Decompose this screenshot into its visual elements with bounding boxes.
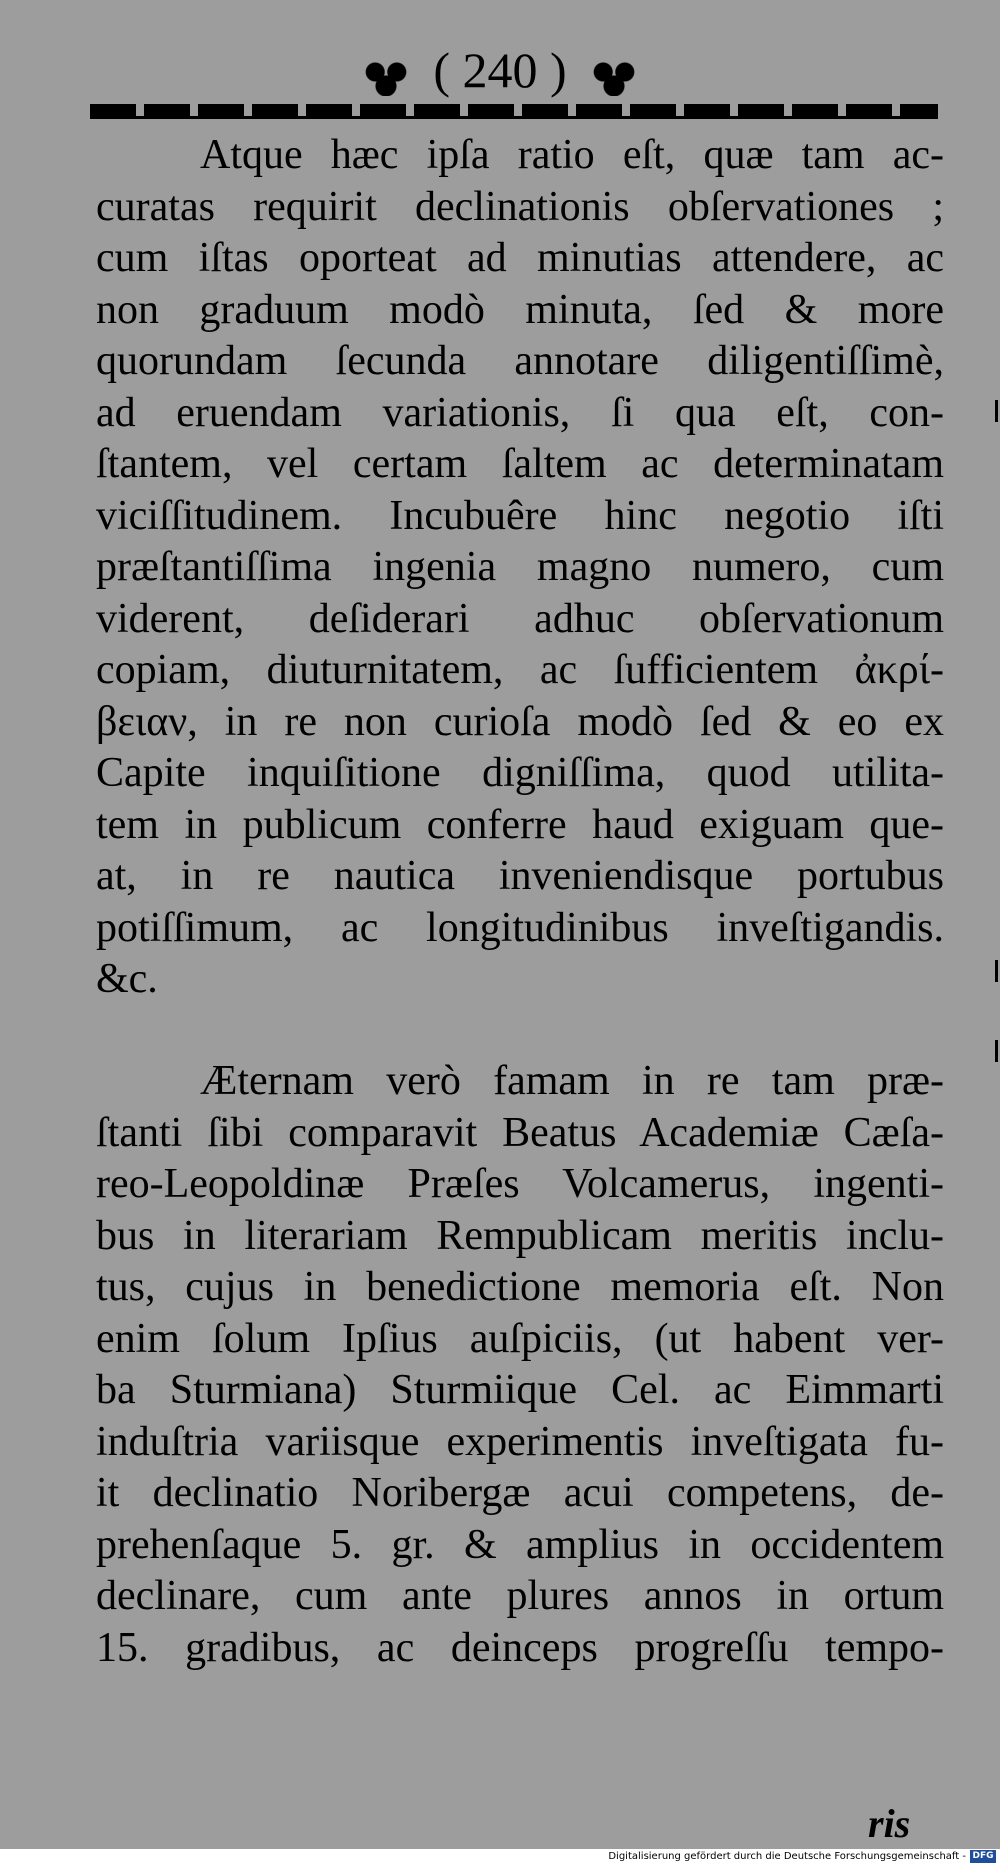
text-line: induſtria variisque experimentis inveſtigata fu- [96, 1418, 944, 1465]
text-line: ad eruendam variationis, ſi qua eſt, con- [96, 389, 944, 436]
text-line: it declinatio Noribergæ acui competens, de- [96, 1470, 944, 1516]
text-line: bus in literariam Rempublicam meritis inclu- [96, 1212, 944, 1259]
text-line: enim ſolum Ipſius auſpiciis, (ut habent ver- [96, 1315, 944, 1362]
text-line: cum iſtas oporteat ad minutias attendere, ac [96, 235, 944, 281]
text-line: at, in re nautica inveniendisque portubus [96, 853, 944, 899]
dfg-logo-icon: DFG [970, 1850, 996, 1863]
text-line: ſtanti ſibi comparavit Beatus Academiæ Cæſa- [96, 1109, 944, 1156]
text-line: viderent, deſiderari adhuc obſervationum [96, 595, 944, 642]
text-line: Atque hæc ipſa ratio eſt, quæ tam ac- [200, 132, 944, 178]
ornament-right-icon [587, 56, 641, 96]
text-line: reo-Leopoldinæ Præſes Volcamerus, ingenti- [96, 1161, 944, 1207]
text-line: quorundam ſecunda annotare diligentiſſimè, [96, 338, 944, 384]
catchword: ris [868, 1801, 911, 1846]
text-line: &c. [96, 956, 158, 1002]
paragraph-2 [96, 1056, 944, 1674]
text-line: ſtantem, vel certam ſaltem ac determinatam [96, 441, 944, 487]
margin-mark [995, 1040, 998, 1062]
text-line: tem in publicum conferre haud exiguam que- [96, 801, 944, 848]
text-line: βειαν, in re non curioſa modò ſed & eo ex [96, 698, 944, 745]
text-line: copiam, diuturnitatem, ac ſufficientem ἀκρί- [96, 647, 944, 693]
text-line: curatas requirit declinationis obſervationes ; [96, 183, 944, 230]
margin-mark [995, 400, 998, 422]
ornament-left-icon [359, 56, 413, 96]
text-line: Æternam verò famam in re tam præ- [200, 1058, 944, 1104]
text-line: tus, cujus in benedictione memoria eſt. Non [96, 1264, 944, 1310]
text-line: potiſſimum, ac longitudinibus inveſtigandis. [96, 904, 944, 951]
header-rule [90, 104, 938, 119]
text-line: Capite inquiſitione digniſſima, quod utilita- [96, 750, 944, 796]
text-line: declinare, cum ante plures annos in ortum [96, 1573, 944, 1619]
page-header [0, 40, 1000, 100]
margin-mark [995, 960, 998, 982]
text-line: ba Sturmiana) Sturmiique Cel. ac Eimmarti [96, 1367, 944, 1413]
paragraph-1 [96, 130, 944, 1006]
page-number: ( 240 ) [433, 42, 567, 98]
text-line: præſtantiſſima ingenia magno numero, cum [96, 544, 944, 590]
text-line: prehenſaque 5. gr. & amplius in occidentem [96, 1521, 944, 1568]
text-line: 15. gradibus, ac deinceps progreſſu tempo- [96, 1624, 944, 1671]
text-line: viciſſitudinem. Incubuêre hinc negotio iſti [96, 492, 944, 539]
text-line: non graduum modò minuta, ſed & more [96, 286, 944, 333]
footer-credit: Digitalisierung gefördert durch die Deutsche Forschungsgemeinschaft - [608, 1851, 966, 1862]
